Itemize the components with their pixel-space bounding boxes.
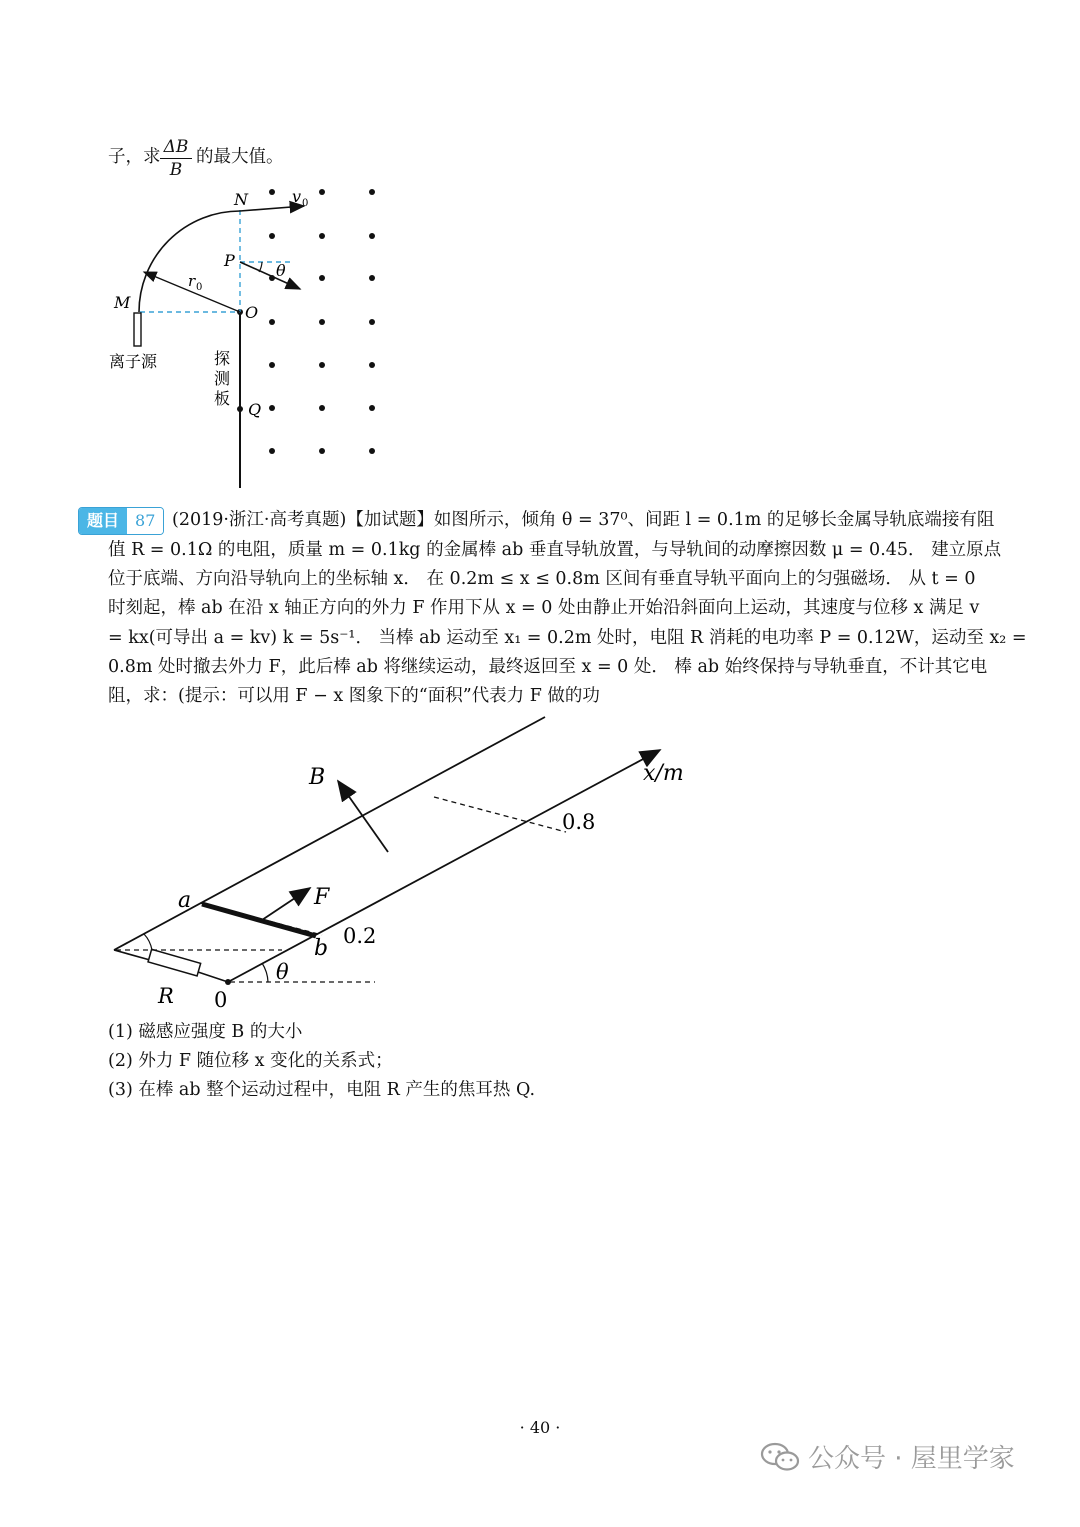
label-a: a — [178, 888, 192, 913]
watermark — [760, 1438, 1015, 1475]
resistor-R — [148, 949, 201, 976]
top-line-suffix: 的最大值。 — [196, 147, 284, 167]
label-0.8: 0.8 — [562, 810, 596, 834]
magnetic-field-dots — [269, 189, 375, 454]
figure-inclined-rails — [100, 710, 700, 1020]
label-0.2: 0.2 — [343, 924, 377, 948]
force-arrow-F — [262, 888, 310, 920]
label-P: P — [224, 251, 235, 270]
label-ion-source: 离子源 — [109, 352, 158, 371]
lower-rail-x-axis — [228, 750, 660, 982]
problem-line-4: 时刻起，棒 ab 在沿 x 轴正方向的外力 F 作用下从 x = 0 处由静止开始沿斜面向上运动，其速度与位移 x 满足 v — [108, 598, 980, 618]
label-F: F — [314, 885, 330, 910]
label-axis-x: x/m — [643, 761, 684, 786]
fraction-numerator: ΔB — [163, 137, 189, 157]
page-number: · 40 · — [519, 1418, 561, 1437]
label-v0: v — [292, 187, 302, 206]
label-theta-2: θ — [276, 960, 289, 984]
problem-line-7: 阻，求：(提示：可以用 F − x 图象下的“面积”代表力 F 做的功 — [108, 686, 600, 706]
problem-line-3: 位于底端、方向沿导轨向上的坐标轴 x． 在 0.2m ≤ x ≤ 0.8m 区间有垂直导轨平面向上的匀强磁场． 从 t = 0 — [108, 569, 976, 589]
label-N: N — [234, 190, 248, 209]
label-plate-1: 探 — [214, 349, 231, 368]
label-R: R — [158, 984, 174, 1008]
label-Q: Q — [248, 400, 262, 419]
ion-source-box — [134, 313, 141, 346]
top-line-prefix: 子，求 — [108, 147, 161, 167]
problem-line-6: 0.8m 处时撤去外力 F，此后棒 ab 将继续运动，最终返回至 x = 0 处． 棒 ab 始终保持与导轨垂直，不计其它电 — [108, 657, 988, 677]
label-plate-2: 测 — [214, 369, 231, 388]
label-v0-sub: 0 — [302, 198, 309, 209]
problem-tag — [78, 507, 164, 535]
fraction-denominator: B — [169, 160, 183, 180]
field-arrow-B — [338, 781, 388, 852]
question-2: (2) 外力 F 随位移 x 变化的关系式； — [108, 1051, 393, 1071]
wechat-icon — [760, 1442, 800, 1472]
problem-tag-number: 87 — [127, 508, 163, 534]
label-r0: r — [188, 272, 196, 290]
velocity-arrow — [240, 206, 304, 211]
label-b: b — [314, 936, 329, 961]
problem-line-5: = kx(可导出 a = kv) k = 5s⁻¹． 当棒 ab 运动至 x₁ = 0.2m 处时，电阻 R 消耗的电功率 P = 0.12W，运动至 x₂ = — [108, 628, 1027, 648]
fraction-dB-over-B — [160, 137, 192, 180]
label-theta: θ — [276, 261, 286, 280]
upper-rail — [114, 717, 545, 950]
figure-ion-source — [100, 180, 400, 490]
problem-line-1: (2019·浙江·高考真题)【加试题】如图所示，倾角 θ = 37⁰、间距 l = 0.1m 的足够长金属导轨底端接有阻 — [172, 510, 995, 530]
label-O: O — [245, 303, 259, 322]
label-M: M — [114, 293, 131, 312]
label-B: B — [309, 765, 326, 790]
label-r0-sub: 0 — [196, 282, 203, 293]
label-origin-0: 0 — [214, 988, 228, 1012]
label-plate-3: 板 — [214, 389, 231, 408]
watermark-text: 公众号 · 屋里学家 — [808, 1444, 1015, 1474]
question-1: (1) 磁感应强度 B 的大小 — [108, 1022, 303, 1042]
p-velocity-arrow — [240, 262, 300, 289]
problem-line-2: 值 R = 0.1Ω 的电阻，质量 m = 0.1kg 的金属棒 ab 垂直导轨放置，与导轨间的动摩擦因数 μ = 0.45． 建立原点 — [108, 540, 1002, 560]
problem-tag-label: 题目 — [79, 508, 127, 534]
question-3: (3) 在棒 ab 整个运动过程中，电阻 R 产生的焦耳热 Q. — [108, 1080, 536, 1100]
rod-ab — [202, 904, 316, 936]
